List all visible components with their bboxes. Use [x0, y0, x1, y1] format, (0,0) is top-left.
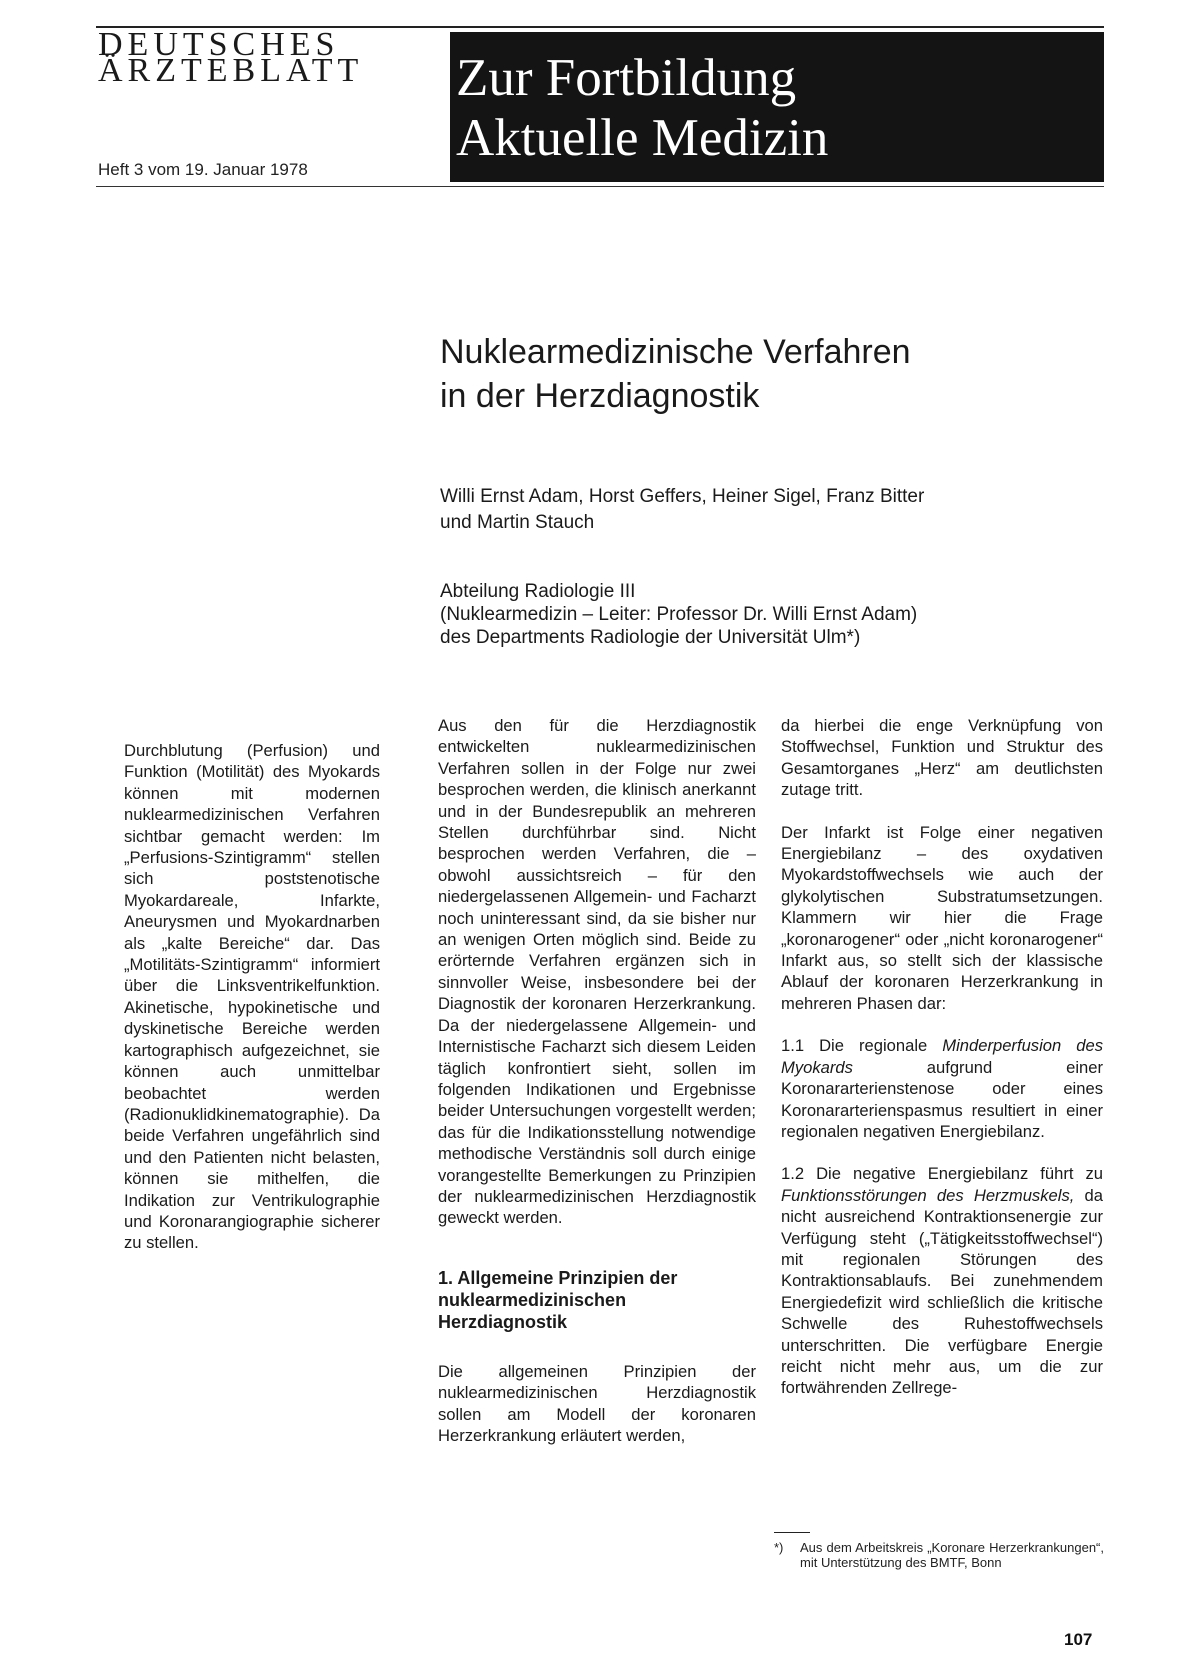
header-bottom-rule [96, 186, 1104, 187]
text-run: 1.1 Die regionale [781, 1036, 943, 1056]
article-affiliation [440, 580, 1100, 649]
issue-date: Heft 3 vom 19. Januar 1978 [98, 160, 308, 179]
text-run: aufgrund einer Koronararterienstenose oder eines Koronararterienspasmus resultiert in einer regionalen negativen Energiebilanz. [781, 1057, 1103, 1141]
affiliation-line-2: (Nuklearmedizin – Leiter: Professor Dr. Willi Ernst Adam) [440, 604, 918, 625]
banner-line-1: Zur Fortbildung [456, 49, 797, 107]
section-banner [450, 32, 1104, 182]
affiliation-line-3: des Departments Radiologie der Universität Ulm*) [440, 627, 861, 648]
footnote-mark: *) [774, 1540, 784, 1555]
paragraph-1-2 [781, 1163, 1103, 1398]
abstract-column [124, 740, 380, 1275]
journal-name-line-2: ÄRZTEBLATT [98, 52, 364, 89]
italic-term: Minderperfusion des Myokards [781, 1036, 1103, 1077]
paragraph-1-1 [781, 1035, 1103, 1142]
body-column-2 [438, 715, 756, 1467]
footnote [774, 1540, 1104, 1570]
authors-line-2: und Martin Stauch [440, 512, 595, 533]
section-heading: 1. Allgemeine Prinzipien der nuklearmedizinischen Herzdiagnostik [438, 1267, 678, 1332]
footnote-text: Aus dem Arbeitskreis „Koronare Herzerkrankungen“, mit Unterstützung des BMTF, Bonn [800, 1540, 1104, 1570]
abstract-text: Durchblutung (Perfusion) und Funktion (Motilität) des Myokards können mit modernen nuklearmedizinischen Verfahren sichtbar gemacht werden: Im „Perfusions-Szintigramm“ stellen sich poststenotische Myokardareale, Infarkte, Aneurysmen und Myokardnarben als „kalte Bereiche“ dar. Das „Motilitäts-Szintigramm“ informiert über die Linksventrikelfunktion. Akinetische, hypokinetische und dyskinetische Bereiche werden kartographisch aufgezeichnet, sie können auch unmittelbar beobachtet werden (Radionuklidkinematographie). Da beide Verfahren ungefährlich sind und den Patienten nicht belasten, können sie mithelfen, die Indikation zur Ventrikulographie und Koronarangiographie sicherer zu stellen. [124, 741, 380, 1253]
paragraph: Die allgemeinen Prinzipien der nuklearmedizinischen Herzdiagnostik sollen am Modell der koronaren Herzerkrankung erläutert werden, [438, 1361, 756, 1445]
banner-line-2: Aktuelle Medizin [456, 109, 829, 167]
text-run: 1.2 Die negative Energiebilanz führt zu [781, 1164, 1103, 1184]
affiliation-line-1: Abteilung Radiologie III [440, 581, 636, 602]
paragraph: Aus den für die Herzdiagnostik entwickelten nuklearmedizinischen Verfahren sollen in der Folge nur zwei besprochen werden, die klinisch anerkannt und in der Bundesrepublik an mehreren Stellen durchführbar sind. Nicht besprochen werden Verfahren, die – obwohl aussichtsreich – für den niedergelassenen Allgemein- und Facharzt noch uninteressant sind, da sie bisher nur an wenigen Orten möglich sind. Beide zu erörternde Verfahren ergänzen sich in sinnvoller Weise, insbesondere bei der Diagnostik der koronaren Herzerkrankung. Da der niedergelassene Allgemein- und Internistische Facharzt sich diesem Leiden täglich konfrontiert sieht, sollen im folgenden Indikationen und Ergebnisse beider Untersuchungen vorgestellt werden; das für die Indikationsstellung notwendige methodische Verständnis soll durch einige vorangestellte Bemerkungen zu Prinzipien der nuklearmedizinischen Herzdiagnostik geweckt werden. [438, 716, 756, 1228]
paragraph: Der Infarkt ist Folge einer negativen Energiebilanz – des oxydativen Myokardstoffwechsels wie auch der glykolytischen Substratumsetzungen. Klammern wir hier die Frage „koronarogener“ oder „nicht koronarogener“ Infarkt aus, so stellt sich der klassische Ablauf der koronaren Herzerkrankung in mehreren Phasen dar: [781, 822, 1103, 1013]
journal-masthead [98, 26, 418, 89]
title-line-2: in der Herzdiagnostik [440, 377, 760, 415]
paragraph: da hierbei die enge Verknüpfung von Stoffwechsel, Funktion und Struktur des Gesamtorganes „Herz“ am deutlichsten zutage tritt. [781, 716, 1103, 800]
page-number: 107 [1064, 1630, 1093, 1649]
article-authors [440, 484, 1080, 536]
authors-line-1: Willi Ernst Adam, Horst Geffers, Heiner Sigel, Franz Bitter [440, 486, 925, 507]
article-title [440, 330, 1080, 418]
journal-name-line-1: DEUTSCHES [98, 26, 340, 63]
italic-term: Funktionsstörungen des Herzmuskels, [781, 1185, 1075, 1205]
text-run: da nicht ausreichend Kontraktionsenergie zur Verfügung steht („Tätigkeitsstoffwechsel“) mit regionalen Störungen des Kontraktionsablaufs. Bei zunehmendem Energiedefizit wird schließlich die kritische Schwelle des Ruhestoffwechsels unterschritten. Die verfügbare Energie reicht nicht mehr aus, um die zur fortwährenden Zellrege- [781, 1185, 1103, 1398]
body-column-3 [781, 715, 1103, 1420]
footnote-rule [774, 1532, 810, 1533]
title-line-1: Nuklearmedizinische Verfahren [440, 333, 911, 371]
